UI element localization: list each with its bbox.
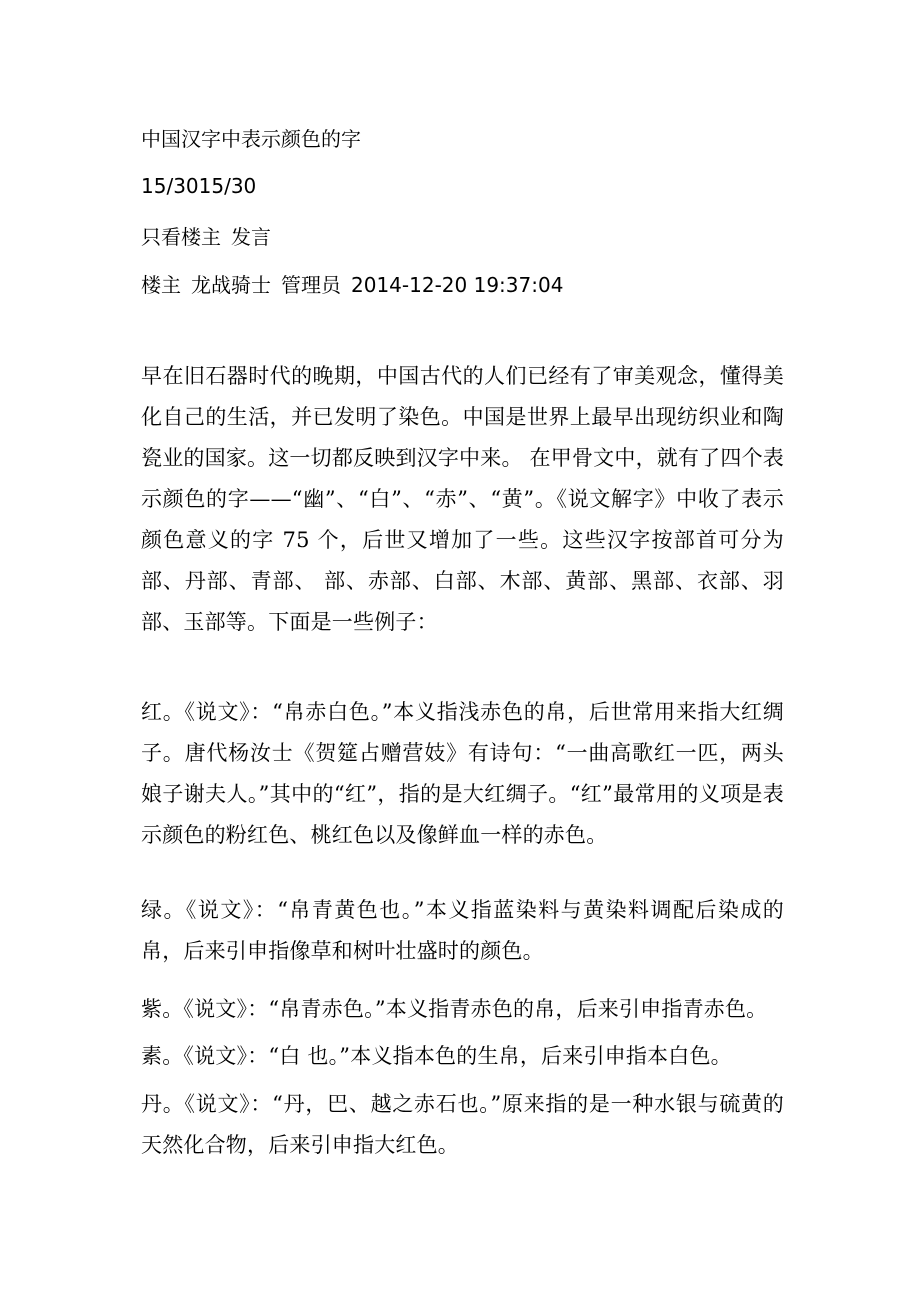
timestamp: 2014-12-20 19:37:04 [351,273,564,297]
role-label: 管理员 [281,273,341,297]
intro-paragraph: 早在旧石器时代的晚期，中国古代的人们已经有了审美观念，懂得美化自己的生活，并已发明了染色。中国是世界上最早出现纺织业和陶瓷业的国家。这一切都反映到汉字中来。 在甲骨文中，就有了四个表示颜色的字——“幽”、“白”、“赤”、“黄”。《说文解字》中收了表示颜色意义的字 75 个，后世又增加了一些。这些汉字按部首可分为部、丹部、青部、 部、赤部、白部、木部、黄部、黑部、衣部、羽部、玉部等。下面是一些例子： [141,364,784,634]
pagination: 15/3015/30 [141,174,257,198]
entry-purple: 紫。《说文》：“帛青赤色。”本义指青赤色的帛，后来引申指青赤色。 [141,997,768,1021]
only-op-link[interactable]: 只看楼主 [141,225,221,249]
post-actions [141,221,271,250]
entry-green: 绿。《说文》：“帛青黄色也。”本义指蓝染料与黄染料调配后染成的帛，后来引申指像草和树叶壮盛时的颜色。 [141,898,784,963]
entry-plain-white: 素。《说文》：“白 也。”本义指本色的生帛，后来引申指本白色。 [141,1044,732,1068]
entry-red: 红。《说文》：“帛赤白色。”本义指浅赤色的帛，后世常用来指大红绸子。唐代杨汝士《贺筵占赠营妓》有诗句：“一曲高歌红一匹，两头娘子谢夫人。”其中的“红”，指的是大红绸子。“红”最常用的义项是表示颜色的粉红色、桃红色以及像鲜血一样的赤色。 [141,700,784,847]
reply-link[interactable]: 发言 [231,225,271,249]
entry-cinnabar: 丹。《说文》：“丹，巴、越之赤石也。”原来指的是一种水银与硫黄的天然化合物，后来引申指大红色。 [141,1092,784,1157]
floor-label: 楼主 [141,273,181,297]
username[interactable]: 龙战骑士 [191,273,271,297]
author-line [141,269,563,298]
post-title: 中国汉字中表示颜色的字 [141,127,361,151]
